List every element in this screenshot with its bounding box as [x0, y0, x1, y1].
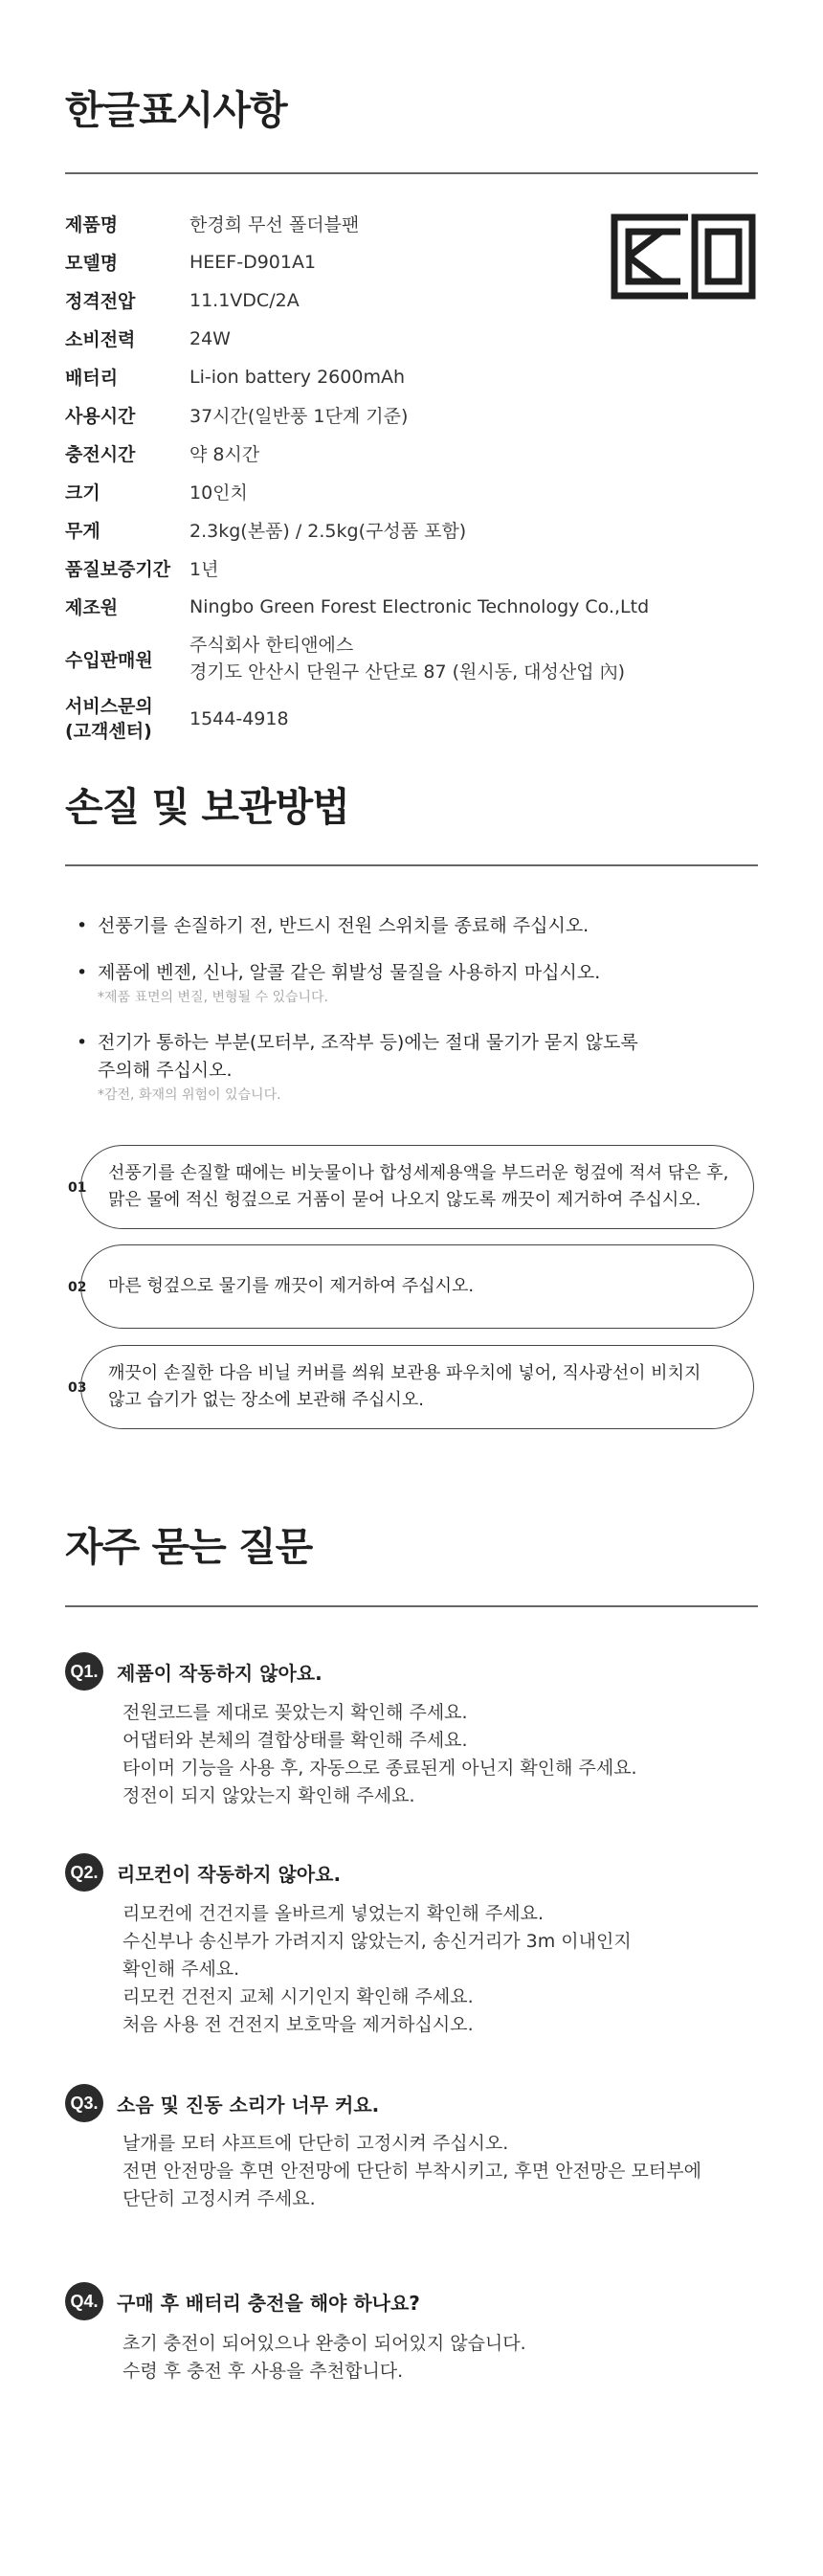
- spec-value: 1년: [189, 559, 219, 580]
- step-text: [108, 1160, 728, 1214]
- spec-row: [65, 479, 248, 504]
- faq-badge: Q3.: [65, 2084, 103, 2122]
- importer-address: 경기도 안산시 단원구 산단로 87 (원시동, 대성산업 內): [189, 661, 626, 683]
- faq-question-text: 제품이 작동하지 않아요.: [117, 1661, 323, 1685]
- faq-answer-line: 정전이 되지 않았는지 확인해 주세요.: [122, 1785, 415, 1806]
- faq-answer-line: 수령 후 충전 후 사용을 추천합니다.: [122, 2361, 404, 2382]
- step-pill: [80, 1345, 754, 1429]
- faq-question: [65, 2282, 420, 2320]
- step-number: 02: [68, 1280, 87, 1295]
- spec-row: [65, 594, 649, 619]
- care-bullet: [77, 1029, 638, 1106]
- step-number: 01: [68, 1180, 87, 1196]
- spec-label: 수입판매원: [65, 649, 153, 671]
- spec-label: [65, 694, 189, 744]
- spec-label: 품질보증기간: [65, 559, 171, 580]
- faq-answer-line: 어댑터와 본체의 결합상태를 확인해 주세요.: [122, 1730, 468, 1751]
- care-bullet-note: *제품 표면의 변질, 변형될 수 있습니다.: [98, 990, 329, 1005]
- bullet-dot: •: [77, 962, 88, 983]
- spec-row: [65, 555, 218, 581]
- section-divider: [65, 1605, 758, 1607]
- faq-answer-line: 리모컨에 건건지를 올바르게 넣었는지 확인해 주세요.: [122, 1903, 545, 1924]
- faq-answer-line: 전면 안전망을 후면 안전망에 단단히 부착시키고, 후면 안전망은 모터부에: [122, 2161, 701, 2182]
- spec-row: [65, 287, 300, 313]
- spec-label: 크기: [65, 482, 100, 504]
- spec-label-line: 서비스문의: [65, 696, 153, 717]
- care-bullet-text: 제품에 벤젠, 신나, 알콜 같은 휘발성 물질을 사용하지 마십시오.: [98, 962, 601, 983]
- spec-row: [65, 211, 359, 236]
- spec-row: [65, 249, 316, 275]
- faq-answer-line: 날개를 모터 샤프트에 단단히 고정시켜 주십시오.: [122, 2133, 509, 2154]
- faq-badge: Q4.: [65, 2282, 103, 2320]
- spec-value: 2.3kg(본품) / 2.5kg(구성품 포함): [189, 521, 467, 542]
- spec-label: 무게: [65, 521, 100, 542]
- faq-question-text: 소음 및 진동 소리가 너무 커요.: [117, 2093, 380, 2117]
- spec-row: [65, 694, 289, 744]
- step-line: 맑은 물에 적신 헝겊으로 거품이 묻어 나오지 않도록 깨끗이 제거하여 주십시오.: [108, 1190, 701, 1210]
- spec-value: HEEF-D901A1: [189, 251, 317, 273]
- faq-answer-line: 초기 충전이 되어있으나 완충이 되어있지 않습니다.: [122, 2333, 526, 2354]
- faq-answer-line: 확인해 주세요.: [122, 1959, 240, 1980]
- bullet-dot: •: [77, 915, 88, 936]
- faq-answer: [122, 1900, 754, 2039]
- care-section-title: 손질 및 보관방법: [65, 784, 349, 830]
- spec-label: 제조원: [65, 597, 119, 618]
- step-pill: [80, 1244, 754, 1329]
- care-bullet-text: 전기가 통하는 부분(모터부, 조작부 등)에는 절대 물기가 묻지 않도록: [98, 1032, 638, 1053]
- faq-answer-line: 처음 사용 전 건전지 보호막을 제거하십시오.: [122, 2014, 474, 2035]
- importer-name: 주식회사 한티앤에스: [189, 635, 354, 656]
- faq-answer: [122, 2330, 754, 2386]
- care-bullet: [77, 959, 600, 1008]
- spec-label: 소비전력: [65, 329, 136, 350]
- spec-value: 10인치: [189, 482, 248, 504]
- section-divider: [65, 172, 758, 174]
- step-line: 깨끗이 손질한 다음 비닐 커버를 씌워 보관용 파우치에 넣어, 직사광선이 비치지: [108, 1363, 701, 1383]
- faq-answer-line: 타이머 기능을 사용 후, 자동으로 종료된게 아닌지 확인해 주세요.: [122, 1758, 637, 1779]
- step-text: [108, 1360, 701, 1414]
- spec-label: 충전시간: [65, 444, 136, 465]
- spec-value: 37시간(일반풍 1단계 기준): [189, 406, 409, 427]
- faq-answer: [122, 1699, 754, 1810]
- faq-answer-line: 리모컨 건전지 교체 시기인지 확인해 주세요.: [122, 1986, 474, 2007]
- faq-question-text: 리모컨이 작동하지 않아요.: [117, 1862, 342, 1886]
- faq-badge: Q1.: [65, 1652, 103, 1691]
- spec-value: Ningbo Green Forest Electronic Technology Co.,Ltd: [189, 595, 650, 617]
- faq-answer: [122, 2130, 754, 2213]
- faq-question: [65, 2084, 379, 2122]
- faq-question: [65, 1652, 323, 1691]
- faq-question-text: 구매 후 배터리 충전을 해야 하나요?: [117, 2291, 420, 2315]
- faq-question: [65, 1853, 341, 1892]
- faq-section-title: 자주 묻는 질문: [65, 1524, 313, 1570]
- step-line: 마른 헝겊으로 물기를 깨끗이 제거하여 주십시오.: [108, 1276, 475, 1296]
- spec-row: [65, 402, 408, 428]
- step-line: 선풍기를 손질할 때에는 비눗물이나 합성세제용액을 부드러운 헝겊에 적셔 닦은 후,: [108, 1163, 729, 1183]
- spec-value: Li-ion battery 2600mAh: [189, 366, 405, 388]
- spec-value: 24W: [189, 327, 231, 349]
- spec-value: 약 8시간: [189, 444, 260, 465]
- spec-row: [65, 325, 231, 351]
- spec-label-line: (고객센터): [65, 721, 152, 742]
- care-bullet-text: 선풍기를 손질하기 전, 반드시 전원 스위치를 종료해 주십시오.: [98, 915, 589, 936]
- care-bullet-text: 주의해 주십시오.: [98, 1060, 233, 1081]
- spec-row: [65, 517, 466, 543]
- section-divider: [65, 864, 758, 866]
- label-section-title: 한글표시사항: [65, 87, 287, 133]
- step-line: 않고 습기가 없는 장소에 보관해 주십시오.: [108, 1390, 424, 1410]
- step-pill: [80, 1145, 754, 1229]
- bullet-dot: •: [77, 1032, 88, 1053]
- spec-value: 한경희 무선 폴더블팬: [189, 214, 360, 235]
- spec-row: [65, 632, 625, 685]
- spec-label: 배터리: [65, 368, 119, 389]
- faq-answer-line: 전원코드를 제대로 꽂았는지 확인해 주세요.: [122, 1702, 468, 1723]
- kc-certification-logo: [606, 209, 759, 304]
- spec-label: 제품명: [65, 214, 119, 235]
- care-bullet-note: *감전, 화재의 위험이 있습니다.: [98, 1087, 281, 1103]
- spec-label: 정격전압: [65, 291, 136, 312]
- faq-answer-line: 단단히 고정시켜 주세요.: [122, 2188, 316, 2209]
- spec-value: 11.1VDC/2A: [189, 289, 300, 311]
- spec-row: [65, 440, 259, 466]
- spec-label: 모델명: [65, 253, 119, 274]
- step-number: 03: [68, 1380, 87, 1396]
- faq-answer-line: 수신부나 송신부가 가려지지 않았는지, 송신거리가 3m 이내인지: [122, 1931, 632, 1952]
- spec-value: 1544-4918: [189, 708, 289, 729]
- spec-label: 사용시간: [65, 406, 136, 427]
- spec-row: [65, 364, 405, 390]
- faq-badge: Q2.: [65, 1853, 103, 1892]
- spec-value: [189, 632, 625, 685]
- care-bullet: [77, 912, 589, 940]
- step-text: [108, 1273, 474, 1300]
